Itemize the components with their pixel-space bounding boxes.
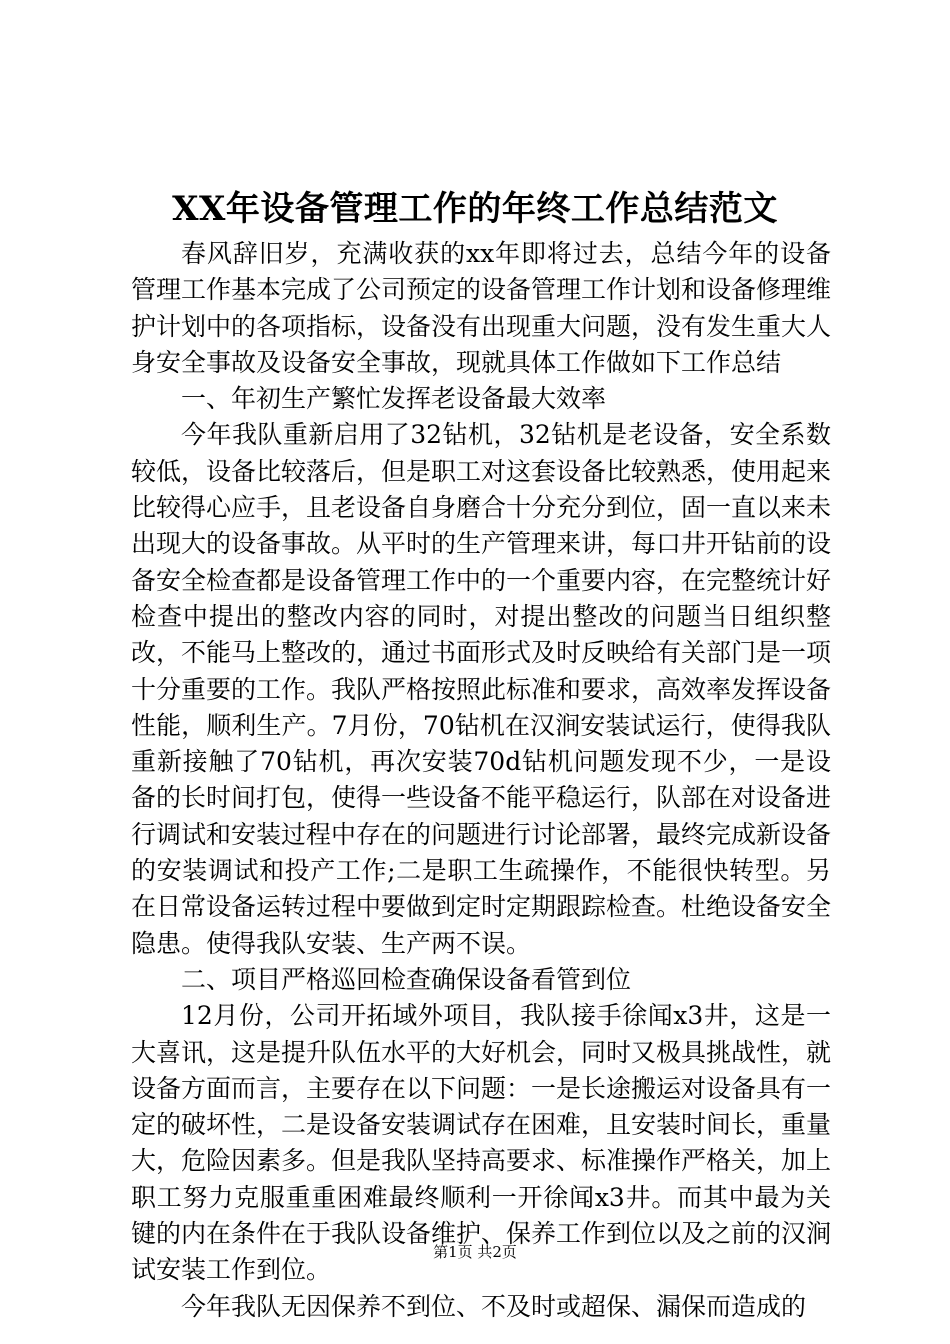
page-footer: 第1页 共2页 xyxy=(433,1243,517,1261)
document-body xyxy=(131,236,831,1325)
paragraph-continued: 今年我队无因保养不到位、不及时或超保、漏保而造成的 xyxy=(181,1291,807,1321)
document-title: XX年设备管理工作的年终工作总结范文 xyxy=(172,189,778,229)
paragraph-section-1: 今年我队重新启用了32钻机，32钻机是老设备，安全系数较低，设备比较落后，但是职工对这套设备比较熟悉，使用起来比较得心应手，且老设备自身磨合十分充分到位，固一直以来未出现大的设备事故。从平时的生产管理来讲，每口井开钻前的设备安全检查都是设备管理工作中的一个重要内容，在完整统计好检查中提出的整改内容的同时，对提出整改的问题当日组织整改，不能马上整改的，通过书面形式及时反映给有关部门是一项十分重要的工作。我队严格按照此标准和要求，高效率发挥设备性能，顺利生产。7月份，70钻机在汉涧安装试运行，使得我队重新接触了70钻机，再次安装70d钻机问题发现不少，一是设备的长时间打包，使得一些设备不能平稳运行，队部在对设备进行调试和安装过程中存在的问题进行讨论部署，最终完成新设备的安装调试和投产工作;二是职工生疏操作，不能很快转型。另在日常设备运转过程中要做到定时定期跟踪检查。杜绝设备安全隐患。使得我队安装、生产两不误。 xyxy=(131,420,832,958)
paragraph-section-2: 12月份，公司开拓域外项目，我队接手徐闻x3井，这是一大喜讯，这是提升队伍水平的大好机会，同时又极具挑战性，就设备方面而言，主要存在以下问题：一是长途搬运对设备具有一定的破坏性，二是设备安装调试存在困难，且安装时间长，重量大，危险因素多。但是我队坚持高要求、标准操作严格关，加上职工努力克服重重困难最终顺利一开徐闻x3井。而其中最为关键的内在条件在于我队设备维护、保养工作到位以及之前的汉涧试安装工作到位。 xyxy=(131,1001,832,1285)
section-heading-1: 一、年初生产繁忙发挥老设备最大效率 xyxy=(181,384,607,414)
paragraph-intro: 春风辞旧岁，充满收获的xx年即将过去，总结今年的设备管理工作基本完成了公司预定的设备管理工作计划和设备修理维护计划中的各项指标，设备没有出现重大问题，没有发生重大人身安全事故及设备安全事故，现就具体工作做如下工作总结 xyxy=(131,239,832,377)
section-heading-2: 二、项目严格巡回检查确保设备看管到位 xyxy=(181,964,632,994)
